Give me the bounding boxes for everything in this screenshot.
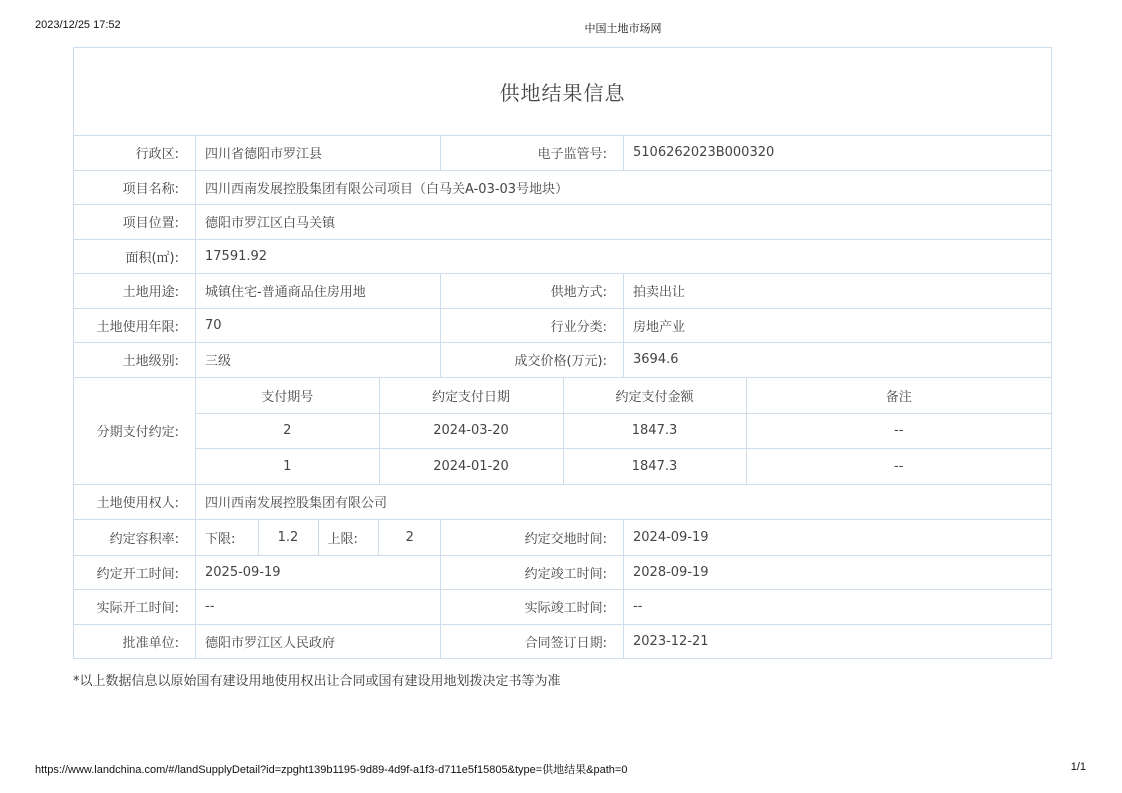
installment-label: 分期支付约定: <box>74 377 196 485</box>
start-value: 2025-09-19 <box>196 555 441 590</box>
far-label: 约定容积率: <box>74 519 196 555</box>
actual-finish-label: 实际竣工时间: <box>441 590 624 625</box>
actual-start-value: -- <box>196 590 441 625</box>
installment-date: 2024-01-20 <box>379 449 563 485</box>
approver-value: 德阳市罗江区人民政府 <box>196 624 441 659</box>
supervision-no-value: 5106262023B000320 <box>624 136 1052 171</box>
far-upper-value: 2 <box>405 529 414 545</box>
location-label: 项目位置: <box>74 205 196 240</box>
project-name-label: 项目名称: <box>74 170 196 205</box>
supply-result-table <box>73 47 1052 659</box>
site-title: 中国土地市场网 <box>584 22 662 35</box>
installment-header-no: 支付期号 <box>196 378 379 414</box>
finish-label: 约定竣工时间: <box>441 555 624 590</box>
far-table <box>196 520 441 555</box>
disclaimer-note: *以上数据信息以原始国有建设用地使用权出让合同或国有建设用地划拨决定书等为准 <box>73 674 561 689</box>
installment-row <box>196 413 1051 449</box>
print-timestamp: 2023/12/25 17:52 <box>35 19 121 31</box>
grade-label: 土地级别: <box>74 343 196 378</box>
land-use-label: 土地用途: <box>74 274 196 309</box>
installment-amount: 1847.3 <box>563 449 746 485</box>
actual-finish-value: -- <box>624 590 1052 625</box>
installment-header-date: 约定支付日期 <box>379 378 563 414</box>
installment-header-row <box>196 378 1051 414</box>
district-label: 行政区: <box>74 136 196 171</box>
price-value: 3694.6 <box>624 343 1052 378</box>
contract-date-value: 2023-12-21 <box>624 624 1052 659</box>
page-url: https://www.landchina.com/#/landSupplyDetail?id=zpght139b1195-9d89-4d9f-a1f3-d711e5f15805&type=供地结果&path=0 <box>35 764 628 776</box>
area-label: 面积(㎡): <box>74 239 196 274</box>
installment-no: 1 <box>196 449 379 485</box>
supply-result-sheet <box>73 47 1051 659</box>
supply-method-value: 拍卖出让 <box>624 274 1052 309</box>
start-label: 约定开工时间: <box>74 555 196 590</box>
far-cell <box>196 519 441 555</box>
approver-label: 批准单位: <box>74 624 196 659</box>
installment-row <box>196 449 1051 485</box>
installment-remark: -- <box>746 413 1051 449</box>
installment-amount: 1847.3 <box>563 413 746 449</box>
term-value: 70 <box>196 308 441 343</box>
actual-start-label: 实际开工时间: <box>74 590 196 625</box>
installment-cell <box>196 377 1052 485</box>
holder-value: 四川西南发展控股集团有限公司 <box>196 485 1052 520</box>
page-number: 1/1 <box>1070 761 1086 773</box>
far-upper-label: 上限: <box>318 520 378 555</box>
industry-label: 行业分类: <box>441 308 624 343</box>
finish-value: 2028-09-19 <box>624 555 1052 590</box>
industry-value: 房地产业 <box>624 308 1052 343</box>
area-value: 17591.92 <box>196 239 1052 274</box>
installment-no: 2 <box>196 413 379 449</box>
far-lower-label: 下限: <box>196 520 258 555</box>
supervision-no-label: 电子监管号: <box>441 136 624 171</box>
supply-method-label: 供地方式: <box>441 274 624 309</box>
installment-header-amount: 约定支付金额 <box>563 378 746 414</box>
installment-header-remark: 备注 <box>746 378 1051 414</box>
project-name-value: 四川西南发展控股集团有限公司项目（白马关A-03-03号地块） <box>196 170 1052 205</box>
district-value: 四川省德阳市罗江县 <box>196 136 441 171</box>
installment-remark: -- <box>894 459 904 474</box>
delivery-value: 2024-09-19 <box>624 519 1052 555</box>
grade-value: 三级 <box>196 343 441 378</box>
delivery-label: 约定交地时间: <box>441 519 624 555</box>
installment-table <box>196 378 1051 485</box>
page-title: 供地结果信息 <box>74 48 1052 136</box>
far-lower-value: 1.2 <box>258 520 318 555</box>
land-use-value: 城镇住宅-普通商品住房用地 <box>196 274 441 309</box>
installment-date: 2024-03-20 <box>379 413 563 449</box>
contract-date-label: 合同签订日期: <box>441 624 624 659</box>
term-label: 土地使用年限: <box>74 308 196 343</box>
price-label: 成交价格(万元): <box>441 343 624 378</box>
holder-label: 土地使用权人: <box>74 485 196 520</box>
location-value: 德阳市罗江区白马关镇 <box>196 205 1052 240</box>
